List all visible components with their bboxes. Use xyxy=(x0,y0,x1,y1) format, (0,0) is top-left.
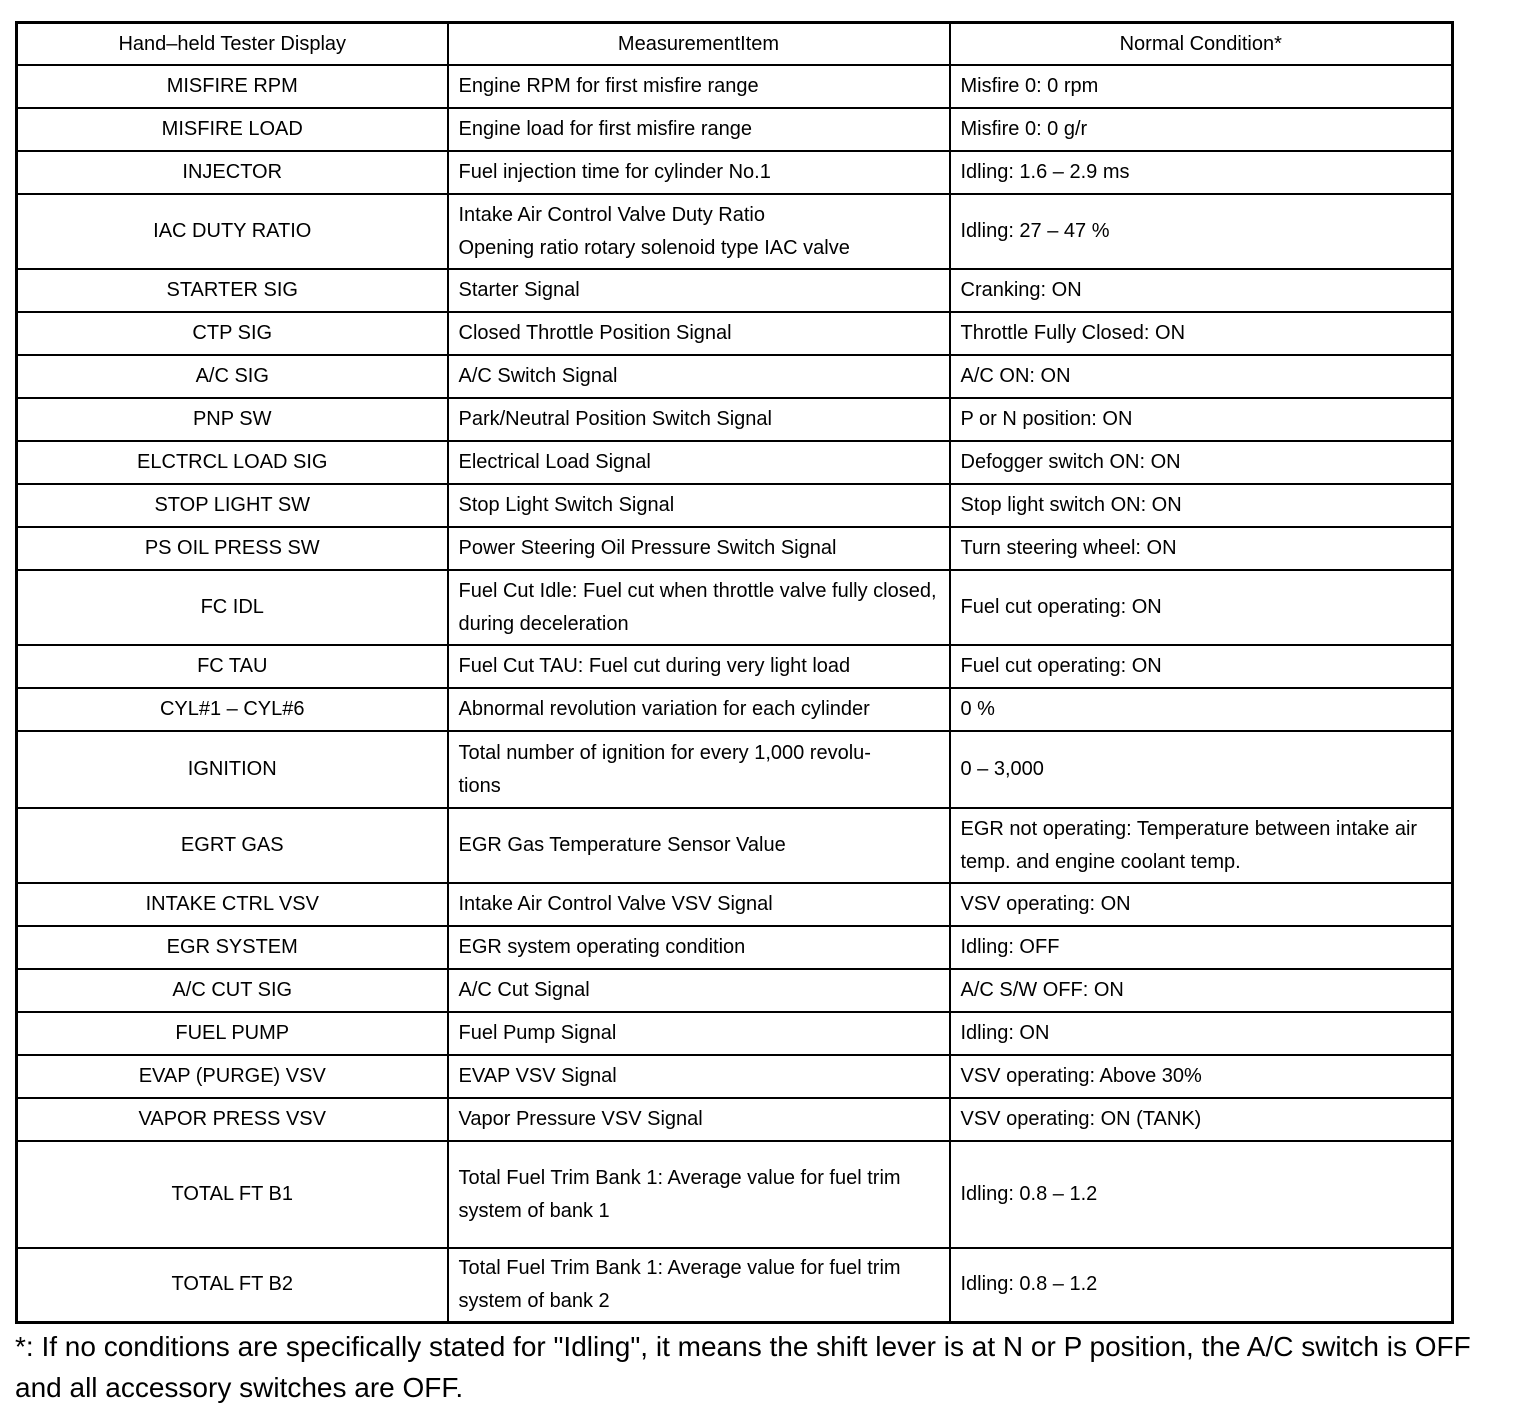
measurement-item-cell: Engine load for first misfire range xyxy=(448,108,950,151)
table-row xyxy=(17,969,1453,1012)
normal-condition-cell: P or N position: ON xyxy=(950,398,1453,441)
normal-condition-cell: A/C S/W OFF: ON xyxy=(950,969,1453,1012)
tester-display-cell: INJECTOR xyxy=(17,151,448,194)
measurement-item-cell: Intake Air Control Valve VSV Signal xyxy=(448,883,950,926)
tester-display-cell: STARTER SIG xyxy=(17,269,448,312)
measurement-item-cell: Starter Signal xyxy=(448,269,950,312)
normal-condition-cell: Turn steering wheel: ON xyxy=(950,527,1453,570)
tester-display-cell: EVAP (PURGE) VSV xyxy=(17,1055,448,1098)
normal-condition-cell: 0 – 3,000 xyxy=(950,731,1453,808)
tester-display-cell: CTP SIG xyxy=(17,312,448,355)
measurement-item-cell: Power Steering Oil Pressure Switch Signal xyxy=(448,527,950,570)
table-row xyxy=(17,570,1453,645)
normal-condition-cell: VSV operating: Above 30% xyxy=(950,1055,1453,1098)
tester-display-cell: IAC DUTY RATIO xyxy=(17,194,448,269)
normal-condition-cell: Misfire 0: 0 rpm xyxy=(950,65,1453,108)
table-row xyxy=(17,398,1453,441)
tester-display-cell: IGNITION xyxy=(17,731,448,808)
table-row xyxy=(17,484,1453,527)
tester-display-cell: FC TAU xyxy=(17,645,448,688)
table-row xyxy=(17,926,1453,969)
normal-condition-cell: Defogger switch ON: ON xyxy=(950,441,1453,484)
measurement-item-cell: Park/Neutral Position Switch Signal xyxy=(448,398,950,441)
measurement-item-cell: A/C Cut Signal xyxy=(448,969,950,1012)
normal-condition-cell: VSV operating: ON xyxy=(950,883,1453,926)
table-row xyxy=(17,731,1453,808)
table-row xyxy=(17,688,1453,731)
measurement-item-cell: Vapor Pressure VSV Signal xyxy=(448,1098,950,1141)
header-measurement-item: MeasurementItem xyxy=(448,23,950,66)
measurement-item-cell: EVAP VSV Signal xyxy=(448,1055,950,1098)
tester-display-cell: PNP SW xyxy=(17,398,448,441)
table-row xyxy=(17,312,1453,355)
table-row xyxy=(17,1098,1453,1141)
tester-display-cell: MISFIRE RPM xyxy=(17,65,448,108)
table-row xyxy=(17,269,1453,312)
measurement-item-cell: Total Fuel Trim Bank 1: Average value for fuel trim system of bank 1 xyxy=(448,1141,950,1248)
measurement-item-cell: EGR system operating condition xyxy=(448,926,950,969)
normal-condition-cell: Stop light switch ON: ON xyxy=(950,484,1453,527)
tester-display-cell: TOTAL FT B1 xyxy=(17,1141,448,1248)
tester-display-cell: FC IDL xyxy=(17,570,448,645)
measurement-item-cell: Closed Throttle Position Signal xyxy=(448,312,950,355)
normal-condition-cell: Fuel cut operating: ON xyxy=(950,570,1453,645)
tester-display-cell: A/C SIG xyxy=(17,355,448,398)
data-list-table xyxy=(15,21,1454,1324)
table-row xyxy=(17,527,1453,570)
normal-condition-cell: Misfire 0: 0 g/r xyxy=(950,108,1453,151)
tester-display-cell: EGRT GAS xyxy=(17,808,448,883)
tester-display-cell: CYL#1 – CYL#6 xyxy=(17,688,448,731)
table-row xyxy=(17,441,1453,484)
measurement-item-cell: Fuel Pump Signal xyxy=(448,1012,950,1055)
normal-condition-cell: Fuel cut operating: ON xyxy=(950,645,1453,688)
measurement-item-cell: Abnormal revolution variation for each cylinder xyxy=(448,688,950,731)
measurement-item-cell: Fuel Cut TAU: Fuel cut during very light load xyxy=(448,645,950,688)
measurement-item-cell: Intake Air Control Valve Duty Ratio Opening ratio rotary solenoid type IAC valve xyxy=(448,194,950,269)
table-body xyxy=(17,65,1453,1322)
measurement-item-cell: A/C Switch Signal xyxy=(448,355,950,398)
table-row xyxy=(17,1141,1453,1248)
normal-condition-cell: Idling: ON xyxy=(950,1012,1453,1055)
measurement-item-cell: Stop Light Switch Signal xyxy=(448,484,950,527)
normal-condition-cell: Idling: 0.8 – 1.2 xyxy=(950,1248,1453,1322)
table-row xyxy=(17,1248,1453,1322)
tester-display-cell: A/C CUT SIG xyxy=(17,969,448,1012)
tester-display-cell: TOTAL FT B2 xyxy=(17,1248,448,1322)
header-row xyxy=(17,23,1453,66)
normal-condition-cell: Idling: 0.8 – 1.2 xyxy=(950,1141,1453,1248)
measurement-item-cell: Total Fuel Trim Bank 1: Average value for fuel trim system of bank 2 xyxy=(448,1248,950,1322)
tester-display-cell: EGR SYSTEM xyxy=(17,926,448,969)
tester-display-cell: STOP LIGHT SW xyxy=(17,484,448,527)
table-row xyxy=(17,194,1453,269)
tester-display-cell: INTAKE CTRL VSV xyxy=(17,883,448,926)
table-row xyxy=(17,151,1453,194)
table-row xyxy=(17,645,1453,688)
table-row xyxy=(17,108,1453,151)
normal-condition-cell: Idling: OFF xyxy=(950,926,1453,969)
normal-condition-cell: A/C ON: ON xyxy=(950,355,1453,398)
table-row xyxy=(17,808,1453,883)
measurement-item-cell: Fuel injection time for cylinder No.1 xyxy=(448,151,950,194)
tester-display-cell: FUEL PUMP xyxy=(17,1012,448,1055)
table-row xyxy=(17,883,1453,926)
table-row xyxy=(17,355,1453,398)
measurement-item-cell: Engine RPM for first misfire range xyxy=(448,65,950,108)
tester-display-cell: MISFIRE LOAD xyxy=(17,108,448,151)
measurement-item-cell: EGR Gas Temperature Sensor Value xyxy=(448,808,950,883)
measurement-item-cell: Fuel Cut Idle: Fuel cut when throttle valve fully closed, during deceleration xyxy=(448,570,950,645)
footnote: *: If no conditions are specifically stated for "Idling", it means the shift lever is at N or P position, the A/C switch is OFF and all accessory switches are OFF. xyxy=(15,1331,1471,1403)
tester-display-cell: ELCTRCL LOAD SIG xyxy=(17,441,448,484)
tester-display-cell: PS OIL PRESS SW xyxy=(17,527,448,570)
tester-display-cell: VAPOR PRESS VSV xyxy=(17,1098,448,1141)
measurement-item-cell: Total number of ignition for every 1,000 revolu- tions xyxy=(448,731,950,808)
table-row xyxy=(17,65,1453,108)
header-display: Hand–held Tester Display xyxy=(17,23,448,66)
normal-condition-cell: Idling: 27 – 47 % xyxy=(950,194,1453,269)
header-normal-condition: Normal Condition* xyxy=(950,23,1453,66)
measurement-item-cell: Electrical Load Signal xyxy=(448,441,950,484)
normal-condition-cell: EGR not operating: Temperature between intake air temp. and engine coolant temp. xyxy=(950,808,1453,883)
normal-condition-cell: 0 % xyxy=(950,688,1453,731)
normal-condition-cell: Cranking: ON xyxy=(950,269,1453,312)
normal-condition-cell: Idling: 1.6 – 2.9 ms xyxy=(950,151,1453,194)
normal-condition-cell: Throttle Fully Closed: ON xyxy=(950,312,1453,355)
table-row xyxy=(17,1012,1453,1055)
normal-condition-cell: VSV operating: ON (TANK) xyxy=(950,1098,1453,1141)
table-row xyxy=(17,1055,1453,1098)
